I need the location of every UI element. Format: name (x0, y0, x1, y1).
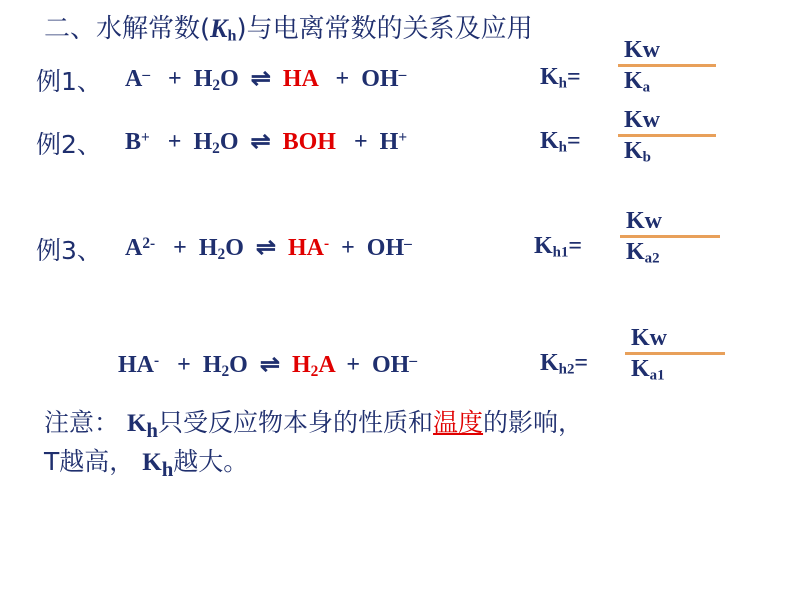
fraction-4-bar (625, 352, 725, 355)
eq1-water-sub: 2 (212, 76, 221, 94)
eq4-water: H (202, 352, 222, 378)
kh-4-sub: h2 (558, 361, 575, 378)
eq2-product: BOH (282, 129, 336, 155)
eq1-product2: OH (361, 66, 399, 92)
fraction-4-numerator: Kw (631, 325, 667, 351)
fraction-4 (625, 326, 725, 385)
eq4-water-sub: 2 (221, 362, 230, 380)
eq3-product2: OH (366, 235, 405, 261)
eq2-reactant-charge: + (141, 129, 150, 147)
eq4-water-tail: O (229, 352, 248, 378)
eq2-arrow: ⇌ (250, 129, 271, 155)
eq3-water: H (198, 235, 218, 261)
example-2-equation: $B^+ + H_2O$ ⇌ BOH + H+ (125, 129, 408, 157)
fraction-3 (620, 209, 720, 268)
eq3-product-charge: - (323, 235, 330, 253)
eq1-reactant: A (125, 66, 143, 92)
eq1-product2-charge: – (398, 66, 407, 84)
note-highlight: 温度 (433, 408, 484, 437)
eq1-reactant-charge: – (142, 66, 151, 84)
kh-2-K: K (540, 128, 559, 154)
eq3-plus: + (341, 235, 355, 261)
note-line-2 (44, 445, 583, 484)
kh-3-sub: h1 (552, 244, 569, 261)
eq2-reactant: B (125, 129, 142, 155)
note-text-1: 只受反应物本身的性质和 (158, 408, 434, 437)
eq2-product2-charge: + (398, 129, 408, 147)
kh-3-label (534, 233, 582, 262)
kh-4-equals: = (574, 350, 589, 376)
note-K-1-sub: h (146, 418, 159, 442)
fraction-1-numerator: Kw (624, 37, 660, 63)
note-line-1 (44, 406, 583, 445)
eq1-product: HA (282, 66, 318, 92)
kh-4-K: K (540, 350, 559, 376)
fraction-2-bar (618, 134, 716, 137)
title-prefix: 二、水解常数( (44, 14, 211, 44)
note-K-1: K (126, 410, 147, 437)
eq2-plus: + (353, 129, 368, 155)
note-text-4: 越大。 (173, 446, 249, 476)
fraction-2 (618, 108, 716, 167)
fraction-3-den-K: K (626, 239, 645, 266)
eq3-water-tail: O (225, 235, 244, 261)
kh-1-K: K (540, 64, 559, 90)
eq3-product: HA (287, 235, 324, 261)
example-4-equation: $HA^- + H_2O$ ⇌ $H_2A + OH^-$ (118, 352, 418, 380)
eq4-product2-charge: – (409, 352, 418, 370)
fraction-3-numerator: Kw (626, 208, 662, 234)
eq4-reactant-charge: - (154, 352, 160, 370)
eq4-product: H (291, 352, 311, 378)
eq1-water-tail: O (220, 66, 239, 92)
eq4-product-sub: 2 (310, 362, 319, 380)
title-sub: h (227, 27, 237, 45)
fraction-1 (618, 38, 716, 97)
example-3-equation: $A^{2-} + H_2O$ ⇌ HA- + OH– (125, 235, 412, 263)
eq4-plus: + (346, 352, 361, 378)
eq4-arrow: ⇌ (259, 352, 280, 378)
note-block (44, 406, 583, 483)
note-prefix: 注意： (44, 408, 120, 437)
eq3-arrow: ⇌ (255, 235, 276, 261)
eq3-reactant: A (125, 235, 143, 261)
fraction-3-bar (620, 235, 720, 238)
note-text-2: 的影响， (483, 408, 584, 437)
fraction-2-numerator: Kw (624, 107, 660, 133)
eq2-water-tail: O (219, 129, 239, 155)
eq3-product2-charge: – (404, 235, 412, 253)
note-K-2-sub: h (161, 456, 174, 481)
note-text-3: T越高， (44, 446, 135, 476)
eq4-reactant: HA (118, 352, 154, 378)
eq1-water: H (193, 66, 213, 92)
kh-2-sub: h (558, 139, 567, 156)
fraction-3-denominator (620, 240, 720, 267)
page-title (44, 8, 533, 46)
fraction-4-den-K: K (631, 356, 650, 383)
fraction-2-den-sub: b (642, 149, 651, 166)
kh-4-label (540, 350, 588, 379)
kh-2-label (540, 128, 581, 157)
note-K-2: K (142, 448, 162, 476)
title-suffix: )与电离常数的关系及应用 (236, 14, 533, 44)
fraction-2-denominator (618, 139, 716, 166)
kh-3-equals: = (568, 233, 583, 259)
eq3-water-sub: 2 (217, 245, 226, 263)
kh-1-sub: h (558, 75, 567, 92)
eq2-water-sub: 2 (212, 139, 220, 157)
example-1-equation: $A^- + H_2O$ ⇌ HA + OH– (125, 66, 407, 94)
fraction-2-den-K: K (624, 138, 643, 165)
eq4-product-tail: A (318, 352, 335, 378)
title-italic-K: K (210, 14, 228, 43)
kh-2-equals: = (566, 128, 581, 154)
eq1-plus: + (335, 66, 350, 92)
fraction-4-denominator (625, 357, 725, 384)
fraction-1-bar (618, 64, 716, 67)
example-1-label: 例1、 (36, 67, 102, 96)
eq1-arrow: ⇌ (250, 66, 271, 92)
eq4-product2: OH (372, 352, 410, 378)
fraction-1-den-K: K (624, 68, 643, 95)
fraction-3-den-sub: a2 (644, 250, 660, 267)
kh-1-equals: = (566, 64, 581, 90)
kh-1-label (540, 64, 581, 93)
fraction-4-den-sub: a1 (649, 367, 665, 384)
fraction-1-den-sub: a (642, 79, 651, 96)
eq2-product2: H (379, 129, 399, 155)
example-2-label: 例2、 (36, 130, 102, 159)
fraction-1-denominator (618, 69, 716, 96)
eq2-water: H (193, 129, 213, 155)
eq3-reactant-charge: 2- (142, 235, 156, 253)
kh-3-K: K (534, 233, 553, 259)
example-3-label: 例3、 (36, 236, 102, 265)
